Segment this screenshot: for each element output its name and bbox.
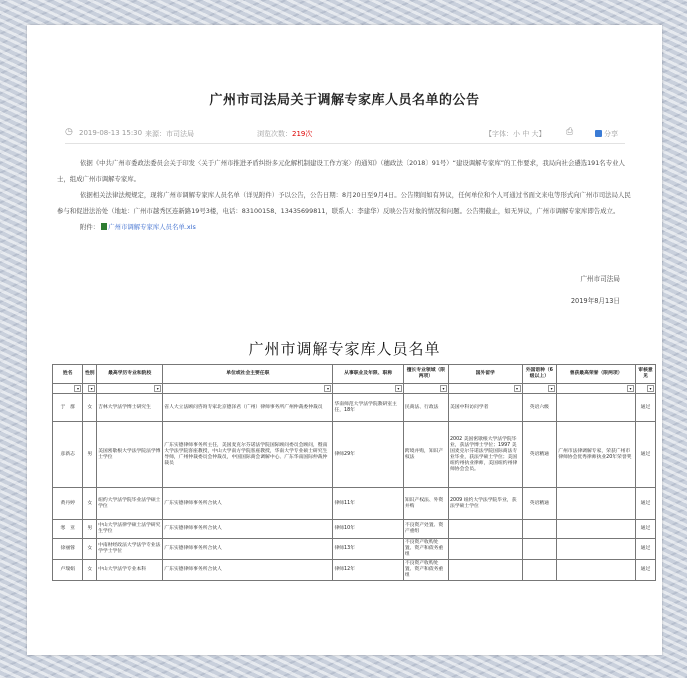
print-icon[interactable]: ⎙: [566, 127, 574, 137]
table-cell: 广东实德律师事务所主任，美国麦克尔芬诺法学院国际顾问委员会顾问，暨南大学法学院客座教授，中山大学南方学院客座教授，华南大学专业硕士研究生导师，广州仲裁委员会仲裁员，中国国际商会调解中心、广东华南国际仲裁仲裁员: [163, 422, 333, 488]
table-cell: [557, 488, 636, 520]
table-row: [53, 520, 656, 539]
table-cell: 纽约大学法学院毕业法学硕士学位: [97, 488, 163, 520]
table-cell: 不良资产收购处置、资产和债务重组: [403, 560, 448, 581]
table-row: [53, 394, 656, 422]
announcement-body: [57, 155, 632, 235]
filter-cell: [522, 384, 557, 394]
table-row: [53, 488, 656, 520]
filter-dropdown-icon[interactable]: ▾: [74, 385, 81, 392]
table-cell: 男: [83, 520, 97, 539]
filter-cell: [83, 384, 97, 394]
table-cell: 通过: [635, 488, 655, 520]
table-row: [53, 422, 656, 488]
table-header-row: [53, 365, 656, 384]
table-cell: 于 群: [53, 394, 83, 422]
filter-cell: [333, 384, 403, 394]
publish-date: 2019-08-13 15:30: [79, 129, 143, 137]
announcement-title: 广州市司法局关于调解专家库人员名单的公告: [209, 93, 480, 108]
column-header: 从事职业及年限、职称: [333, 365, 403, 384]
column-header: 审核意见: [635, 365, 655, 384]
table-cell: [557, 539, 636, 560]
filter-dropdown-icon[interactable]: ▾: [395, 385, 402, 392]
signer: 广州市司法局: [580, 275, 620, 283]
roster-table: [52, 364, 656, 581]
table-cell: 广东实德律师事务所合伙人: [163, 520, 333, 539]
table-cell: 通过: [635, 520, 655, 539]
column-header: 国外留学: [449, 365, 523, 384]
xls-file-icon: [101, 223, 107, 230]
table-cell: 通过: [635, 394, 655, 422]
table-cell: 律师13年: [333, 539, 403, 560]
table-cell: 律师12年: [333, 560, 403, 581]
table-cell: [522, 539, 557, 560]
filter-dropdown-icon[interactable]: ▾: [627, 385, 634, 392]
divider: [65, 143, 625, 144]
table-cell: 通过: [635, 422, 655, 488]
table-cell: 中南财经政法大学法学专业法学学士学位: [97, 539, 163, 560]
filter-cell: [163, 384, 333, 394]
source: 来源：市司法局: [145, 130, 194, 138]
table-cell: 华南师范大学法学院教研室主任，18年: [333, 394, 403, 422]
meta-bar: [65, 126, 625, 142]
column-header: 性别: [83, 365, 97, 384]
filter-dropdown-icon[interactable]: ▾: [324, 385, 331, 392]
column-header: 外国语种（6级以上）: [522, 365, 557, 384]
filter-dropdown-icon[interactable]: ▾: [647, 385, 654, 392]
filter-cell: [449, 384, 523, 394]
filter-cell: [97, 384, 163, 394]
column-header: 擅长专业领域（限两项）: [403, 365, 448, 384]
filter-cell: [557, 384, 636, 394]
table-cell: 律师11年: [333, 488, 403, 520]
table-cell: 广州市法律调解专家，荣获广州市律师协会优秀律师执业20年荣誉奖: [557, 422, 636, 488]
table-cell: 美国中科访问学者: [449, 394, 523, 422]
table-cell: 知识产权法、外资并购: [403, 488, 448, 520]
column-header: 单位或社会主要任职: [163, 365, 333, 384]
table-cell: [557, 520, 636, 539]
table-cell: 徐丽蓉: [53, 539, 83, 560]
table-cell: 女: [83, 394, 97, 422]
share-button[interactable]: 分享: [595, 129, 618, 139]
table-row: [53, 560, 656, 581]
table-cell: 通过: [635, 560, 655, 581]
paragraph: 依据《中共广州市委政法委员会关于印发〈关于广州市推进矛盾纠纷多元化解机制建设工作方案〉的通知》（穗政法〔2018〕91号）“建设调解专家库”的工作要求，我局向社会遴选191名专业人士，组成广州市调解专家库。: [57, 159, 625, 183]
table-cell: 女: [83, 488, 97, 520]
table-cell: 律师29年: [333, 422, 403, 488]
table-cell: [522, 560, 557, 581]
table-cell: 英语六级: [522, 394, 557, 422]
table-cell: [522, 520, 557, 539]
table-cell: 寒 亚: [53, 520, 83, 539]
sign-date: 2019年8月13日: [570, 297, 620, 305]
filter-dropdown-icon[interactable]: ▾: [514, 385, 521, 392]
paragraph: 依据相关法律法规规定，现将广州市调解专家库人员名单（详见附件）予以公告，公告日期：8月20日至9月4日。公告期间如有异议，任何单位和个人可通过书面文来电等形式向广州市司法局人民参与和促进法治处（地址：广州市越秀区连新路19号3楼，电话：83100158、13435699811，联系人：李建华）反映公告对象的情况和问题。公告期截止，如无异议，广州市调解专家库即告成立。: [57, 191, 631, 215]
filter-row: [53, 384, 656, 394]
share-icon: [595, 130, 602, 137]
table-cell: 黄丹婷: [53, 488, 83, 520]
announcement-page: [27, 25, 662, 655]
roster-title: 广州市调解专家库人员名单: [248, 340, 441, 358]
table-cell: 律师10年: [333, 520, 403, 539]
table-cell: 通过: [635, 539, 655, 560]
table-cell: 广东实德律师事务所合伙人: [163, 539, 333, 560]
table-cell: 2009 纽约大学法学院毕业，获法学硕士学位: [449, 488, 523, 520]
column-header: 曾获最高荣誉（限两项）: [557, 365, 636, 384]
column-header: 姓名: [53, 365, 83, 384]
column-header: 最高学历专业和院校: [97, 365, 163, 384]
table-cell: 男: [83, 422, 97, 488]
table-cell: 吉林大学法学博士研究生: [97, 394, 163, 422]
view-count: 浏览次数：219次: [257, 130, 313, 138]
table-cell: 英语精通: [522, 422, 557, 488]
table-row: [53, 539, 656, 560]
attachment-link[interactable]: 广州市调解专家库人员名单.xls: [108, 223, 196, 231]
filter-dropdown-icon[interactable]: ▾: [88, 385, 95, 392]
table-cell: 跨境并购，知识产权法: [403, 422, 448, 488]
table-cell: [449, 520, 523, 539]
table-cell: 广东实德律师事务所合伙人: [163, 560, 333, 581]
filter-cell: [53, 384, 83, 394]
table-cell: 彦新志: [53, 422, 83, 488]
table-cell: 女: [83, 560, 97, 581]
table-cell: 省人大立法顾问咨询专家北京德泽君（广州）律师事务所广州仲裁委仲裁员: [163, 394, 333, 422]
table-cell: 中山大学法律学硕士法学研究生学位: [97, 520, 163, 539]
table-cell: 民商法、行政法: [403, 394, 448, 422]
table-cell: 2002 美国密歇根大学法学院毕业，获法学博士学位；1997 美国麦克尔芬诺法学院国际商法专业毕业，获法学硕士学位；美国纽约州执业律师，美国纽约州律师协会会员。: [449, 422, 523, 488]
table-cell: 英语精通: [522, 488, 557, 520]
table-cell: [449, 560, 523, 581]
filter-cell: [635, 384, 655, 394]
table-cell: [557, 560, 636, 581]
font-size-control[interactable]: 【字体：小 中 大】: [485, 130, 546, 138]
table-cell: 女: [83, 539, 97, 560]
attachment: 附件： 广州市调解专家库人员名单.xls: [80, 223, 196, 231]
table-cell: 不良资产处置、资产重组: [403, 520, 448, 539]
table-cell: 广东实德律师事务所合伙人: [163, 488, 333, 520]
table-cell: 不良资产收购处置、资产和债务重组: [403, 539, 448, 560]
table-cell: 卢瑞娟: [53, 560, 83, 581]
filter-dropdown-icon[interactable]: ▾: [548, 385, 555, 392]
table-cell: [449, 539, 523, 560]
filter-dropdown-icon[interactable]: ▾: [440, 385, 447, 392]
filter-dropdown-icon[interactable]: ▾: [154, 385, 161, 392]
clock-icon: ◷: [65, 127, 73, 137]
filter-cell: [403, 384, 448, 394]
table-cell: [557, 394, 636, 422]
table-cell: 美国密歇根大学法学院法学博士学位: [97, 422, 163, 488]
table-cell: 中山大学法学专业本科: [97, 560, 163, 581]
